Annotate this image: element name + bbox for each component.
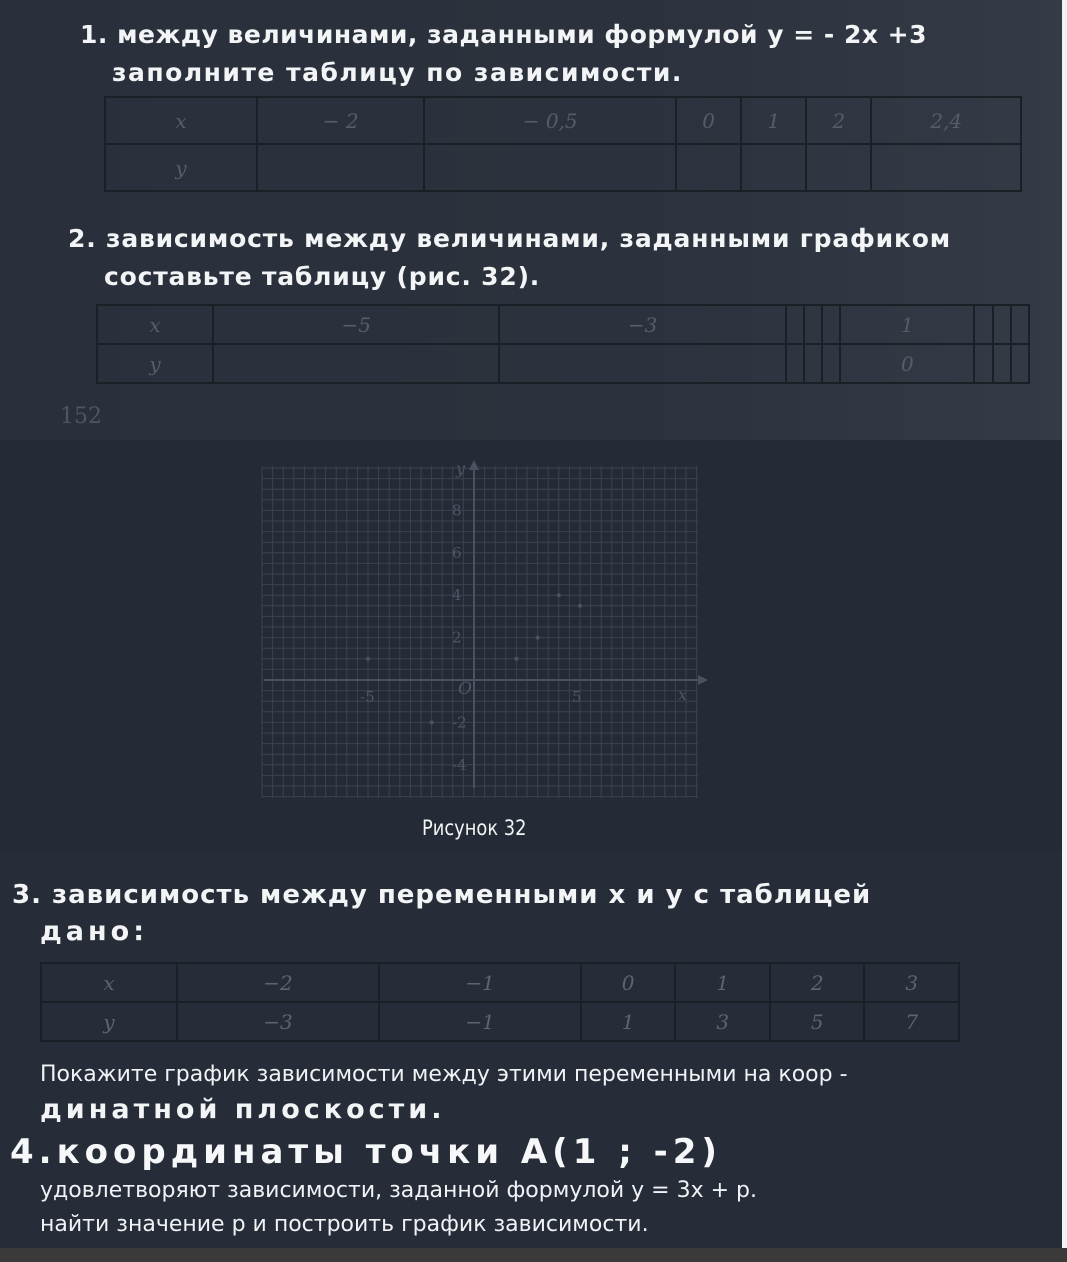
table-cell — [871, 144, 1021, 191]
table-row — [97, 344, 1029, 383]
table-cell — [1011, 305, 1029, 344]
task4-line3: найти значение р и построить график зависимости. — [40, 1212, 649, 1237]
y-tick-label: -2 — [452, 713, 467, 732]
table-cell — [806, 144, 871, 191]
table-cell: 3 — [864, 963, 959, 1002]
task1-line2: заполните таблицу по зависимости. — [112, 58, 683, 87]
table-cell — [822, 344, 840, 383]
graph-point — [430, 720, 434, 724]
table-header-y: y — [41, 1002, 177, 1041]
graph-point — [536, 636, 540, 640]
table-cell — [822, 305, 840, 344]
graph-point — [514, 657, 518, 661]
table-cell: 1 — [840, 305, 974, 344]
figure-32-graph — [258, 458, 708, 804]
table-cell — [786, 344, 804, 383]
table-cell: 0 — [581, 963, 676, 1002]
origin-label: O — [458, 679, 472, 699]
table-cell: −2 — [177, 963, 379, 1002]
task3-line2: дано: — [40, 916, 149, 947]
bottom-edge — [0, 1248, 1067, 1262]
table-cell: 3 — [675, 1002, 770, 1041]
table-row — [105, 144, 1021, 191]
table-row — [97, 305, 1029, 344]
table-row — [41, 1002, 959, 1041]
table-cell — [257, 144, 424, 191]
table-cell: 1 — [675, 963, 770, 1002]
table-cell — [974, 344, 992, 383]
table-cell — [974, 305, 992, 344]
x-tick-label: 5 — [572, 688, 582, 706]
task4-line2: удовлетворяют зависимости, заданной формулой у = 3х + р. — [40, 1178, 757, 1203]
table-cell: − 0,5 — [424, 97, 676, 144]
task3-table — [40, 962, 960, 1042]
page-number: 152 — [60, 404, 102, 429]
table-row — [105, 97, 1021, 144]
figure-caption: Рисунок 32 — [422, 816, 527, 840]
table-cell: 2 — [806, 97, 871, 144]
table-cell: 7 — [864, 1002, 959, 1041]
task2-table — [96, 304, 1030, 384]
table-cell: −1 — [379, 963, 581, 1002]
table-cell: 0 — [676, 97, 741, 144]
y-axis-arrow — [469, 460, 479, 470]
table-cell: −3 — [499, 305, 785, 344]
task1-table — [104, 96, 1022, 192]
y-axis-label: y — [456, 459, 466, 478]
table-header-x: x — [97, 305, 213, 344]
y-tick-label: 8 — [452, 501, 462, 520]
table-header-x: x — [105, 97, 257, 144]
x-tick-label: -5 — [360, 688, 375, 706]
table-cell — [676, 144, 741, 191]
y-tick-label: 2 — [452, 628, 462, 647]
x-axis-label: x — [678, 685, 688, 704]
task4-line1: 4.координаты точки А(1 ; -2) — [10, 1132, 722, 1172]
x-axis-arrow — [698, 675, 708, 685]
table-cell: 5 — [770, 1002, 865, 1041]
grid — [262, 466, 698, 798]
graph-point — [578, 604, 582, 608]
table-cell: 0 — [840, 344, 974, 383]
table-cell — [993, 344, 1011, 383]
table-cell — [786, 305, 804, 344]
table-cell — [1011, 344, 1029, 383]
table-cell — [804, 305, 822, 344]
table-cell: 1 — [581, 1002, 676, 1041]
table-header-y: y — [97, 344, 213, 383]
table-cell — [499, 344, 785, 383]
table-cell — [424, 144, 676, 191]
table-cell — [993, 305, 1011, 344]
table-cell — [213, 344, 499, 383]
y-tick-label: 4 — [452, 586, 462, 605]
table-cell: − 2 — [257, 97, 424, 144]
table-cell: 2,4 — [871, 97, 1021, 144]
table-header-x: x — [41, 963, 177, 1002]
table-cell — [804, 344, 822, 383]
table-cell — [741, 144, 806, 191]
table-row — [41, 963, 959, 1002]
table-cell: −1 — [379, 1002, 581, 1041]
task1-line1: 1. между величинами, заданными формулой у = - 2х +3 — [80, 20, 928, 49]
table-cell: −3 — [177, 1002, 379, 1041]
right-edge — [1062, 0, 1067, 1262]
table-cell: 2 — [770, 963, 865, 1002]
table-cell: 1 — [741, 97, 806, 144]
y-tick-label: -4 — [452, 755, 467, 774]
table-cell: −5 — [213, 305, 499, 344]
task3-line3: Покажите график зависимости между этими переменными на коор - — [40, 1062, 848, 1087]
y-tick-label: 6 — [452, 543, 462, 562]
task2-line1: 2. зависимость между величинами, заданными графиком — [68, 224, 951, 253]
task3-line4: динатной плоскости. — [40, 1094, 446, 1125]
graph-point — [557, 593, 561, 597]
task2-line2: составьте таблицу (рис. 32). — [104, 262, 541, 291]
graph-point — [366, 657, 370, 661]
table-header-y: y — [105, 144, 257, 191]
task3-line1: 3. зависимость между переменными х и у с таблицей — [12, 880, 872, 910]
